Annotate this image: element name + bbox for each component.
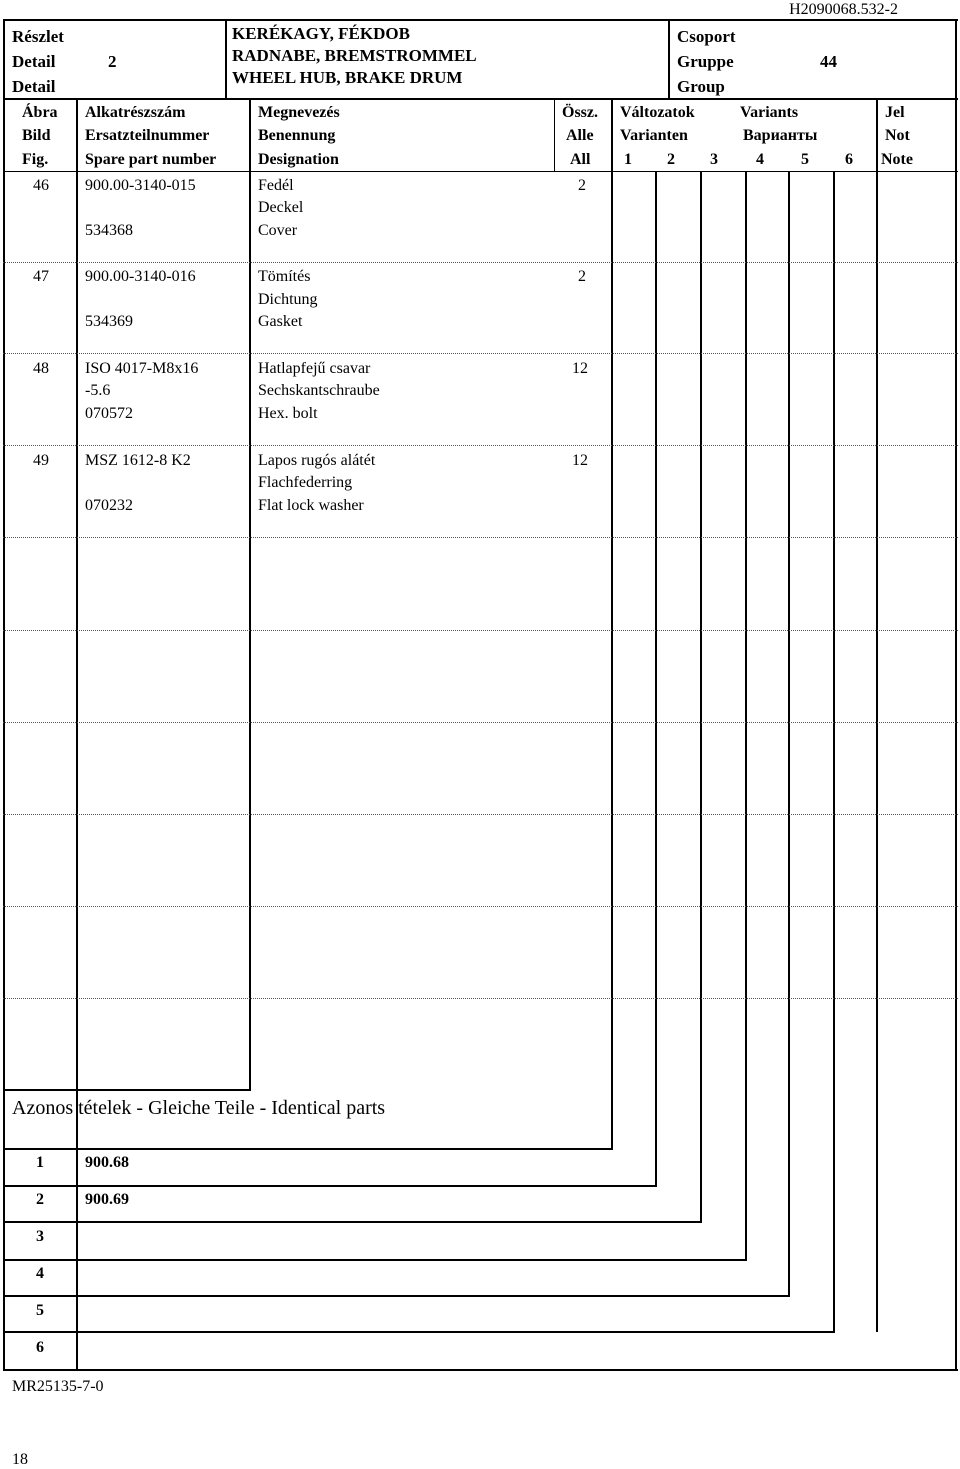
detail-number: 2: [108, 52, 117, 71]
col-line-part: [249, 98, 251, 1090]
col-part-hu: Alkatrészszám: [85, 104, 186, 121]
row-separator: [3, 537, 958, 538]
title-en: WHEEL HUB, BRAKE DRUM: [232, 68, 463, 87]
identical-step-line-1: [3, 1185, 657, 1187]
col-variants-en: Variants: [740, 104, 799, 121]
variant-num-6: 6: [845, 151, 853, 168]
row-designation-de: Sechskantschraube: [258, 382, 380, 399]
row-designation-en: Flat lock washer: [258, 497, 364, 514]
row-qty: 2: [578, 177, 586, 194]
row-fig: 49: [33, 452, 49, 469]
row-separator: [3, 353, 958, 354]
identical-item-number: 3: [36, 1228, 44, 1245]
identical-parts-title: Azonos tételek - Gleiche Teile - Identical parts: [12, 1097, 386, 1119]
identical-item-number: 2: [36, 1191, 44, 1208]
header-sep-2: [668, 19, 670, 99]
identical-step-line-4: [3, 1295, 790, 1297]
col-line-note: [876, 98, 878, 1332]
row-qty: 12: [572, 452, 588, 469]
variant-line-5: [833, 171, 835, 1333]
row-part-line-3: 534369: [85, 313, 133, 330]
page-number: 18: [12, 1451, 28, 1468]
col-designation-hu: Megnevezés: [258, 104, 340, 121]
row-designation-hu: Lapos rugós alátét: [258, 452, 376, 469]
col-line-fig: [76, 98, 78, 1371]
group-label-de: Gruppe: [677, 52, 734, 71]
row-designation-hu: Hatlapfejű csavar: [258, 360, 371, 377]
variant-num-4: 4: [756, 151, 764, 168]
col-total-hu: Össz.: [562, 104, 598, 121]
row-separator: [3, 906, 958, 907]
col-note-de: Not: [885, 127, 910, 144]
col-fig-en: Fig.: [22, 151, 49, 168]
frame-left-line: [3, 19, 5, 1371]
row-qty: 12: [572, 360, 588, 377]
row-designation-en: Cover: [258, 222, 298, 239]
header-bottom-line: [3, 98, 958, 100]
col-line-total-left: [554, 98, 555, 171]
row-separator: [3, 998, 958, 999]
frame-bottom-line: [3, 1369, 958, 1371]
row-fig: 48: [33, 360, 49, 377]
row-designation-hu: Fedél: [258, 177, 294, 194]
variant-num-2: 2: [667, 151, 675, 168]
variant-line-3: [745, 171, 747, 1261]
title-hu: KERÉKAGY, FÉKDOB: [232, 24, 410, 43]
col-fig-de: Bild: [22, 127, 51, 144]
col-variants-de: Varianten: [620, 127, 688, 144]
col-variants-hu: Változatok: [620, 104, 695, 121]
identical-step-line-2: [3, 1221, 702, 1223]
identical-box-bottom-line: [3, 1148, 613, 1150]
variant-num-5: 5: [801, 151, 809, 168]
detail-label-hu: Részlet: [12, 27, 64, 46]
group-label-hu: Csoport: [677, 27, 736, 46]
group-number: 44: [820, 52, 837, 71]
variant-line-4: [788, 171, 790, 1297]
col-total-de: Alle: [566, 127, 594, 144]
document-code: H2090068.532-2: [789, 1, 898, 18]
detail-label-en: Detail: [12, 77, 56, 96]
row-separator: [3, 262, 958, 263]
identical-item-number: 5: [36, 1302, 44, 1319]
identical-item-number: 1: [36, 1154, 44, 1171]
col-variants-ru: Варианты: [743, 127, 818, 144]
identical-item-value: 900.69: [85, 1191, 129, 1208]
row-separator: [3, 630, 958, 631]
identical-item-number: 4: [36, 1265, 44, 1282]
variant-line-2: [700, 171, 702, 1223]
row-designation-de: Dichtung: [258, 291, 318, 308]
frame-right-line: [955, 19, 957, 1371]
row-part-line-3: 534368: [85, 222, 133, 239]
row-designation-de: Flachfederring: [258, 474, 353, 491]
frame-top-line: [3, 19, 958, 21]
row-part-line-2: -5.6: [85, 382, 111, 399]
row-part-line-1: MSZ 1612-8 K2: [85, 452, 191, 469]
row-separator: [3, 722, 958, 723]
row-designation-en: Gasket: [258, 313, 303, 330]
col-note-hu: Jel: [885, 104, 905, 121]
title-de: RADNABE, BREMSTROMMEL: [232, 46, 477, 65]
col-line-total: [611, 98, 613, 1150]
col-note-en: Note: [881, 151, 913, 168]
row-part-line-3: 070572: [85, 405, 133, 422]
row-fig: 47: [33, 268, 49, 285]
column-header-bottom-line: [3, 171, 958, 172]
row-qty: 2: [578, 268, 586, 285]
identical-step-line-5: [3, 1331, 835, 1333]
row-part-line-3: 070232: [85, 497, 133, 514]
row-part-line-1: 900.00-3140-015: [85, 177, 196, 194]
identical-box-top-line: [3, 1089, 251, 1091]
identical-item-value: 900.68: [85, 1154, 129, 1171]
row-separator: [3, 814, 958, 815]
header-sep-1: [225, 19, 227, 99]
col-designation-en: Designation: [258, 151, 339, 168]
col-part-en: Spare part number: [85, 151, 217, 168]
identical-step-line-3: [3, 1259, 747, 1261]
row-part-line-1: ISO 4017-M8x16: [85, 360, 199, 377]
identical-item-number: 6: [36, 1339, 44, 1356]
row-part-line-1: 900.00-3140-016: [85, 268, 196, 285]
col-designation-de: Benennung: [258, 127, 336, 144]
row-separator: [3, 445, 958, 446]
col-total-en: All: [570, 151, 591, 168]
group-label-en: Group: [677, 77, 725, 96]
col-part-de: Ersatzteilnummer: [85, 127, 210, 144]
row-designation-hu: Tömítés: [258, 268, 311, 285]
col-fig-hu: Ábra: [22, 104, 58, 121]
variant-num-1: 1: [624, 151, 632, 168]
row-designation-en: Hex. bolt: [258, 405, 318, 422]
footer-code: MR25135-7-0: [12, 1378, 104, 1395]
row-designation-de: Deckel: [258, 199, 304, 216]
row-fig: 46: [33, 177, 49, 194]
variant-num-3: 3: [710, 151, 718, 168]
variant-line-1: [655, 171, 657, 1187]
detail-label-de: Detail: [12, 52, 56, 71]
